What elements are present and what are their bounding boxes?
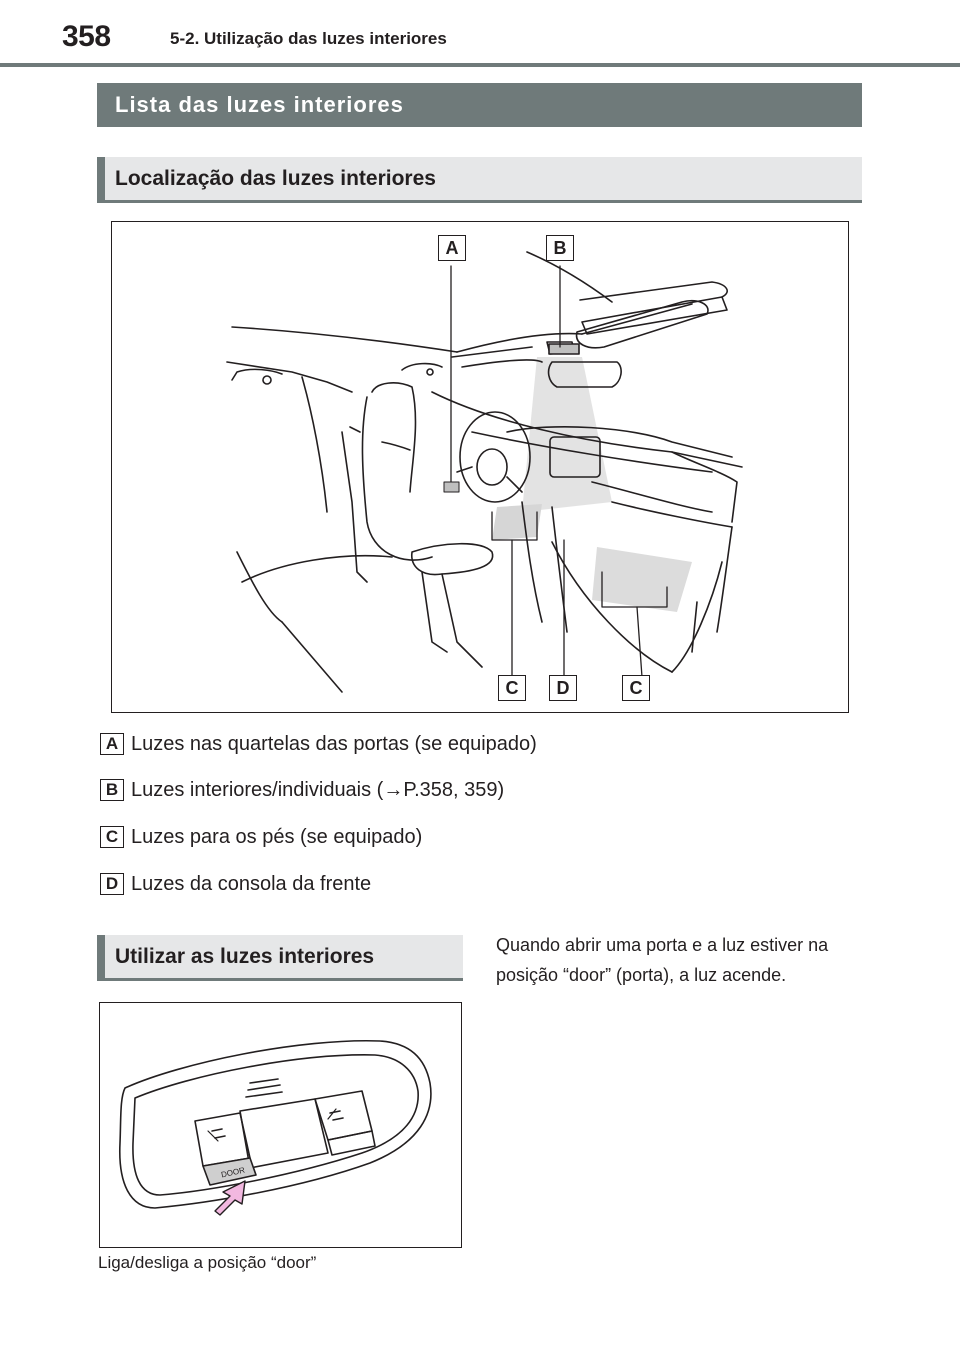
usage-description: Quando abrir uma porta e a luz estiver na posição “door” (porta), a luz acende. [496, 935, 829, 985]
interior-illustration [111, 221, 849, 713]
illustration-caption: Liga/desliga a posição “door” [98, 1253, 317, 1272]
callout-b: B [546, 235, 574, 261]
legend-text-a: Luzes nas quartelas das portas (se equipado) [131, 732, 537, 755]
door-switch-illustration [99, 1002, 462, 1248]
legend-item-b [100, 777, 504, 803]
callout-d: D [549, 675, 577, 701]
legend-badge-a: A [100, 733, 124, 755]
header-rule [0, 63, 960, 67]
callout-a: A [438, 235, 466, 261]
door-button-label: DOOR [220, 1165, 246, 1180]
overhead-console-drawing [100, 1003, 461, 1247]
legend-text-b: Luzes interiores/individuais (→P.358, 359) [131, 778, 505, 801]
location-heading [97, 157, 862, 203]
legend-text-d: Luzes da consola da frente [131, 872, 372, 895]
legend-badge-b: B [100, 779, 124, 801]
page-number: 358 [62, 20, 111, 53]
car-interior-drawing [112, 222, 848, 712]
callout-c-right: C [622, 675, 650, 701]
usage-heading-text: Utilizar as luzes interiores [115, 944, 375, 968]
legend-item-c [100, 824, 422, 850]
legend-badge-c: C [100, 826, 124, 848]
callout-c-left: C [498, 675, 526, 701]
legend-item-a [100, 731, 537, 757]
legend-text-c: Luzes para os pés (se equipado) [131, 825, 423, 848]
chapter-title: 5-2. Utilização das luzes interiores [170, 29, 447, 48]
location-heading-text: Localização das luzes interiores [115, 166, 436, 190]
legend-badge-d: D [100, 873, 124, 895]
section-banner: Lista das luzes interiores [97, 83, 862, 127]
usage-heading [97, 935, 463, 981]
legend-item-d [100, 871, 371, 897]
